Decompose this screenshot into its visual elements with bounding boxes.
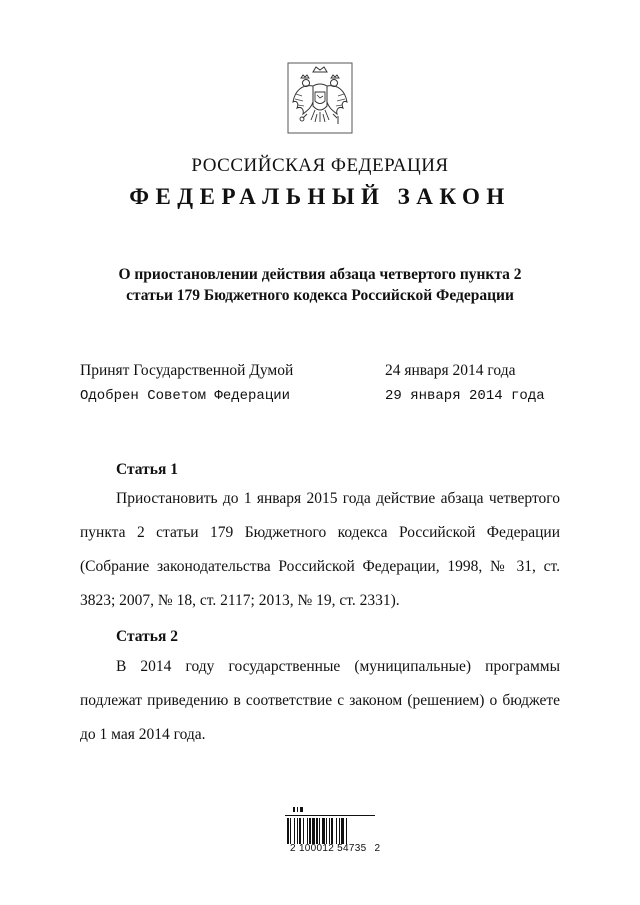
document-type: ФЕДЕРАЛЬНЫЙ ЗАКОН xyxy=(129,184,511,209)
law-title-line: статьи 179 Бюджетного кодекса Российской Федерации xyxy=(126,287,514,304)
article-1-heading: Статья 1 xyxy=(116,461,178,478)
barcode-digits: 2 100012 54735 xyxy=(290,843,367,854)
article-2-heading: Статья 2 xyxy=(116,628,178,645)
article-2-text: В 2014 году государственные (муниципальные) программы подлежат приведению в соответствие с законом (решением) о бюджете до 1 мая 2014 года. xyxy=(80,658,560,743)
barcode-number xyxy=(290,843,380,854)
law-title-line: О приостановлении действия абзаца четвертого пункта 2 xyxy=(118,266,522,283)
barcode-check-digit: 2 xyxy=(374,843,381,854)
law-title xyxy=(0,264,640,306)
adoption-date: 29 января 2014 года xyxy=(385,388,545,404)
country-name: РОССИЙСКАЯ ФЕДЕРАЦИЯ xyxy=(191,155,449,176)
barcode-icon xyxy=(285,805,375,847)
article-1-text: Приостановить до 1 января 2015 года действие абзаца четвертого пункта 2 статьи 179 Бюджетного кодекса Российской Федерации (Собрание законодательства Российской Федерации, 1998, № 31, ст. 3823; 2007, № 18, ст. 2117; 2013, № 19, ст. 2331). xyxy=(80,490,560,609)
adoption-label: Принят Государственной Думой xyxy=(80,362,294,379)
coat-of-arms-emblem xyxy=(287,62,353,134)
adoption-label: Одобрен Советом Федерации xyxy=(80,388,291,404)
adoption-date: 24 января 2014 года xyxy=(385,362,516,379)
